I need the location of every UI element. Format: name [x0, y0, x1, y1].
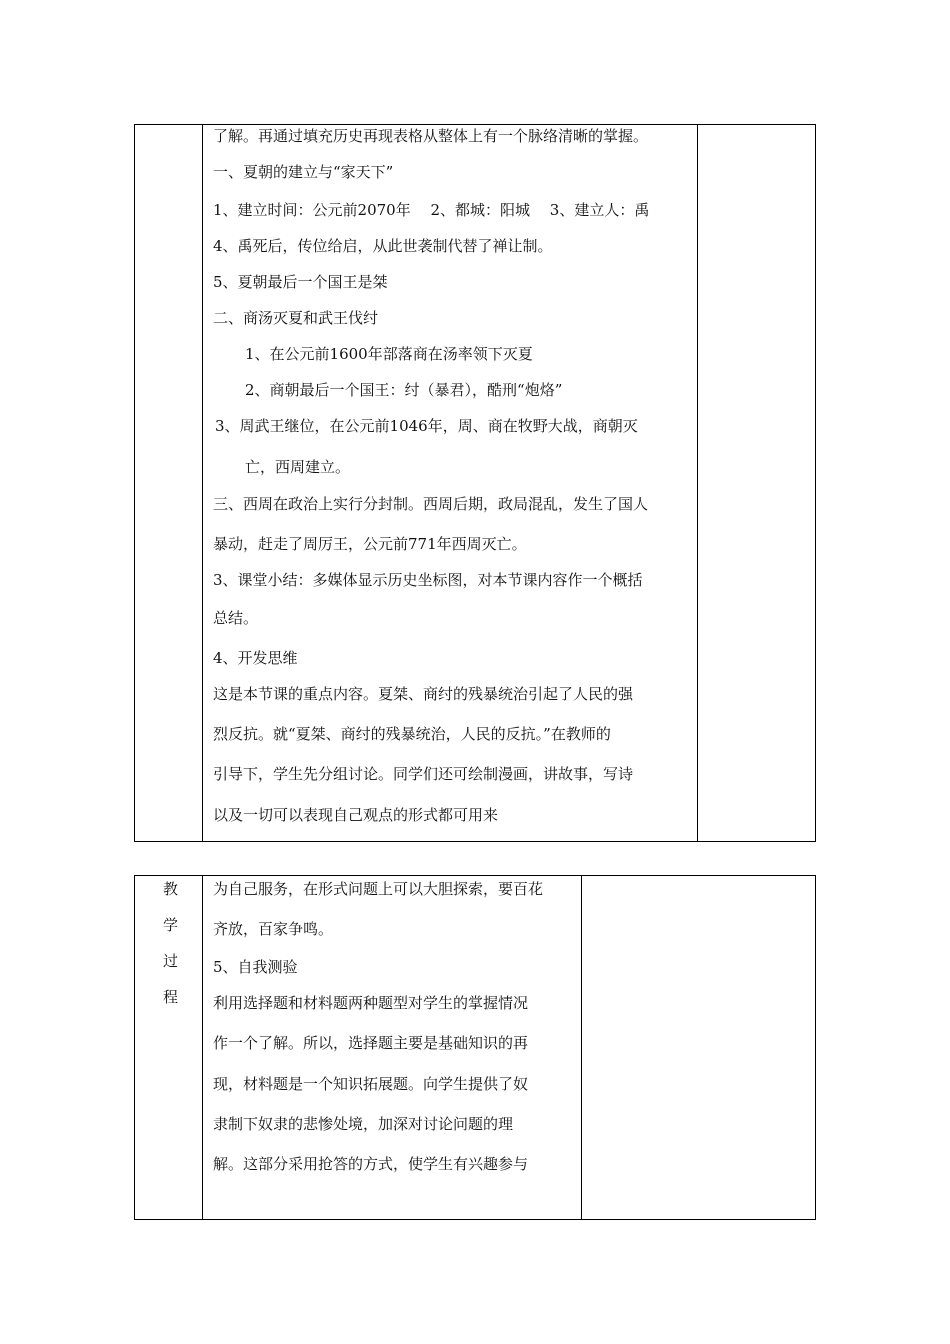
- table1-line: 5、夏朝最后一个国王是桀: [213, 273, 388, 291]
- table1-line: 2、商朝最后一个国王：纣（暴君），酷刑“炮烙”: [245, 381, 563, 399]
- table1-line: 这是本节课的重点内容。夏桀、商纣的残暴统治引起了人民的强: [213, 685, 634, 703]
- table1-line: 烈反抗。就“夏桀、商纣的残暴统治，人民的反抗。”在教师的: [213, 725, 611, 743]
- column-divider-left: [202, 876, 203, 1219]
- table1-line: 了解。再通过填充历史再现表格从整体上有一个脉络清晰的掌握。: [213, 127, 649, 145]
- table2-line: 为自己服务，在形式问题上可以大胆探索，要百花: [213, 880, 544, 898]
- section-label-char: 学: [163, 916, 179, 934]
- section-label-char: 教: [163, 880, 179, 898]
- section-label-char: 程: [163, 988, 179, 1006]
- table1-line: 3、周武王继位，在公元前1046年，周、商在牧野大战，商朝灭: [215, 417, 638, 435]
- section-label-char: 过: [163, 952, 179, 970]
- table1-line: 4、禹死后，传位给启，从此世袭制代替了禅让制。: [213, 237, 553, 255]
- table1-line: 1、建立时间：公元前2070年 2、都城：阳城 3、建立人：禹: [213, 201, 650, 219]
- table1-line: 亡，西周建立。: [245, 458, 351, 476]
- table1-line: 3、课堂小结：多媒体显示历史坐标图，对本节课内容作一个概括: [213, 571, 643, 589]
- table2-line: 齐放，百家争鸣。: [213, 920, 334, 938]
- table1-heading-shang: 二、商汤灭夏和武王伐纣: [213, 309, 379, 327]
- table1-line: 以及一切可以表现自己观点的形式都可用来: [213, 806, 499, 824]
- table1-line: 总结。: [213, 609, 259, 627]
- column-divider-right: [581, 876, 582, 1219]
- table1-line: 4、开发思维: [213, 649, 298, 667]
- table2-line: 作一个了解。所以，选择题主要是基础知识的再: [213, 1034, 529, 1052]
- table2-line: 现，材料题是一个知识拓展题。向学生提供了奴: [213, 1075, 529, 1093]
- table2-line: 隶制下奴隶的悲惨处境，加深对讨论问题的理: [213, 1115, 514, 1133]
- column-divider-left: [202, 125, 203, 841]
- table1-heading-xia: 一、夏朝的建立与“家天下”: [213, 163, 394, 181]
- table1-line: 暴动，赶走了周厉王，公元前771年西周灭亡。: [213, 535, 527, 553]
- table1-heading-zhou: 三、西周在政治上实行分封制。西周后期，政局混乱，发生了国人: [213, 495, 649, 513]
- column-divider-right: [697, 125, 698, 841]
- table2-line: 5、自我测验: [213, 958, 298, 976]
- table2-line: 解。这部分采用抢答的方式，使学生有兴趣参与: [213, 1155, 529, 1173]
- table1-line: 1、在公元前1600年部落商在汤率领下灭夏: [245, 345, 533, 363]
- table2-line: 利用选择题和材料题两种题型对学生的掌握情况: [213, 994, 529, 1012]
- table1-line: 引导下，学生先分组讨论。同学们还可绘制漫画，讲故事，写诗: [213, 765, 634, 783]
